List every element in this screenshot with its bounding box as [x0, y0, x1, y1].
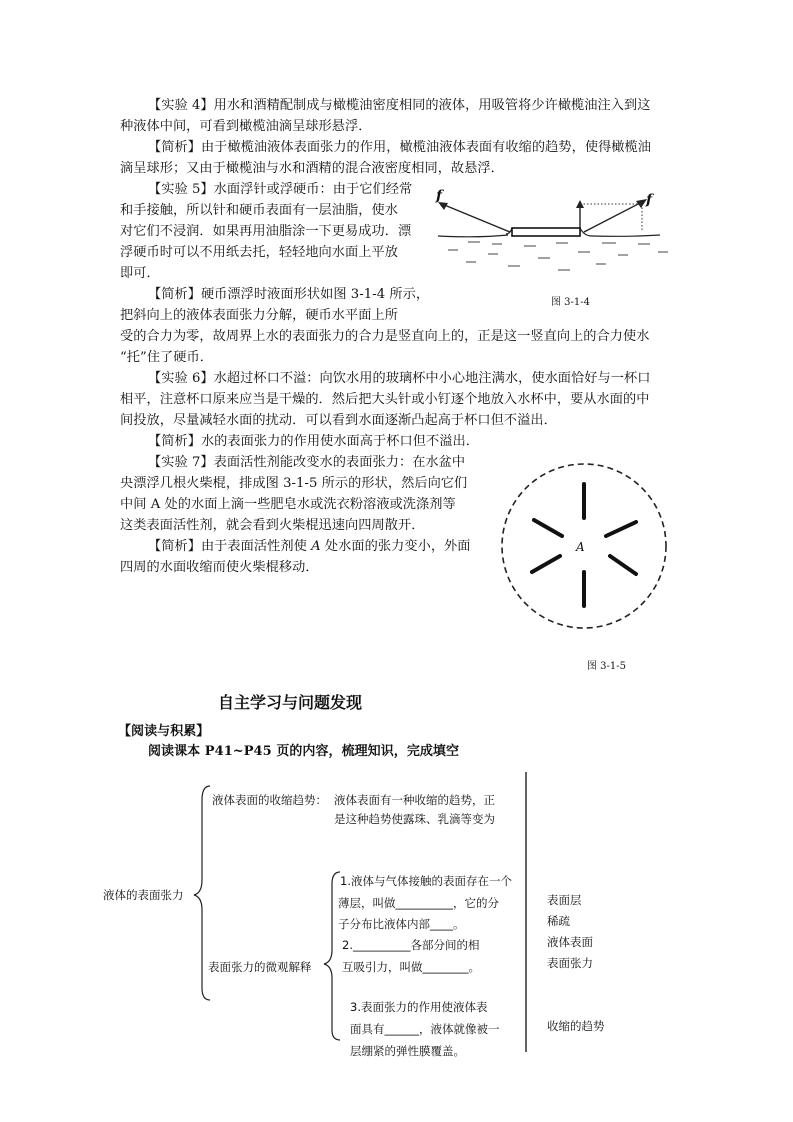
- analysis5-line: 受的合力为零，故周界上水的表面张力的合力是竖直向上的，正是这一竖直向上的合力使水: [120, 329, 650, 344]
- point-a-label: A: [576, 540, 585, 554]
- force-label-left: f: [436, 188, 443, 204]
- section-title: 自主学习与问题发现: [218, 693, 363, 712]
- item2-line: 2.__________各部分间的相: [342, 938, 480, 952]
- exp5-line: 【实验 5】水面浮针或浮硬币：由于它们经常: [148, 182, 413, 197]
- analysis5-line: 【简析】硬币漂浮时液面形状如图 3-1-4 所示，: [148, 287, 430, 302]
- exp6-line: 【实验 6】水超过杯口不溢：向饮水用的玻璃杯中小心地注满水，使水面恰好与一杯口: [148, 371, 651, 386]
- analysis6-line: 【简析】水的表面张力的作用使水面高于杯口但不溢出．: [148, 434, 479, 449]
- exp7-line: 央漂浮几根火柴棍，排成图 3-1-5 所示的形状，然后向它们: [120, 476, 468, 491]
- figure-caption-3-1-5: 图 3-1-5: [587, 661, 627, 672]
- analysis4-line: 【简析】由于橄榄油液体表面张力的作用，橄榄油液体表面有收缩的趋势，使得橄榄油: [148, 140, 652, 155]
- answer-item: 表面张力: [547, 956, 593, 970]
- exp7-line: 【实验 7】表面活性剂能改变水的表面张力：在水盆中: [148, 455, 466, 470]
- item2-line: 互吸引力，叫做________。: [342, 960, 480, 974]
- exp4-line: 种液体中间，可看到橄榄油滴呈球形悬浮．: [120, 119, 372, 134]
- exp4-line: 【实验 4】用水和酒精配制成与橄榄油密度相同的液体，用吸管将少许橄榄油注入到这: [148, 98, 651, 113]
- reading-heading: 【阅读与积累】: [118, 724, 210, 739]
- answer-item: 液体表面: [547, 935, 593, 949]
- answer-item: 表面层: [547, 893, 582, 907]
- reading-instruction: 阅读课本 P41~P45 页的内容，梳理知识，完成填空: [148, 744, 460, 759]
- item1-line: 子分布比液体内部____。: [338, 917, 465, 931]
- item3-line: 3.表面张力的作用使液体表: [350, 1000, 488, 1014]
- item1-line: 薄层，叫做__________，它的分: [338, 896, 499, 910]
- answer-item: 收缩的趋势: [547, 1019, 605, 1033]
- exp5-line: 对它们不浸润．如果再用油脂涂一下更易成功．漂: [120, 224, 412, 239]
- item1-line: 1.液体与气体接触的表面存在一个: [340, 874, 512, 888]
- item3-line: 面具有______，液体就像被一: [350, 1022, 500, 1036]
- branch2-label: 表面张力的微观解释: [208, 960, 312, 974]
- exp6-line: 相平，注意杯口原来应当是干燥的．然后把大头针或小钉逐个地放入水杯中，要从水面的中: [120, 392, 650, 407]
- force-label-right: f: [646, 192, 653, 208]
- item3-line: 层绷紧的弹性膜覆盖。: [350, 1044, 465, 1058]
- figure-caption-3-1-4: 图 3-1-4: [551, 297, 591, 308]
- answer-item: 稀疏: [547, 914, 570, 928]
- analysis4-line: 滴呈球形；又由于橄榄油与水和酒精的混合液密度相同，故悬浮．: [120, 161, 504, 176]
- exp5-line: 浮硬币时可以不用纸去托，轻轻地向水面上平放: [120, 245, 398, 260]
- branch1-text: 是这种趋势使露珠、乳滴等变为: [334, 812, 495, 826]
- exp5-line: 即可．: [120, 266, 160, 281]
- exp7-line: 这类表面活性剂，就会看到火柴棍迅速向四周散开．: [120, 518, 425, 533]
- analysis5-line: 把斜向上的液体表面张力分解，硬币水平面上所: [120, 308, 398, 323]
- concept-root: 液体的表面张力: [103, 888, 184, 902]
- analysis7-line: 【简析】由于表面活性剂使 A 处水面的张力变小，外面: [148, 539, 471, 554]
- branch1-text: 液体表面有一种收缩的趋势，正: [334, 793, 495, 807]
- analysis7-line: 四周的水面收缩而使火柴棍移动．: [120, 560, 319, 575]
- branch1-label: 液体表面的收缩趋势：: [212, 793, 327, 807]
- exp6-line: 间投放，尽量减轻水面的扰动．可以看到水面逐渐凸起高于杯口但不溢出．: [120, 413, 557, 428]
- exp7-line: 中间 A 处的水面上滴一些肥皂水或洗衣粉溶液或洗涤剂等: [120, 497, 456, 512]
- analysis5-line: “托”住了硬币．: [120, 350, 214, 365]
- exp5-line: 和手接触，所以针和硬币表面有一层油脂，使水: [120, 203, 398, 218]
